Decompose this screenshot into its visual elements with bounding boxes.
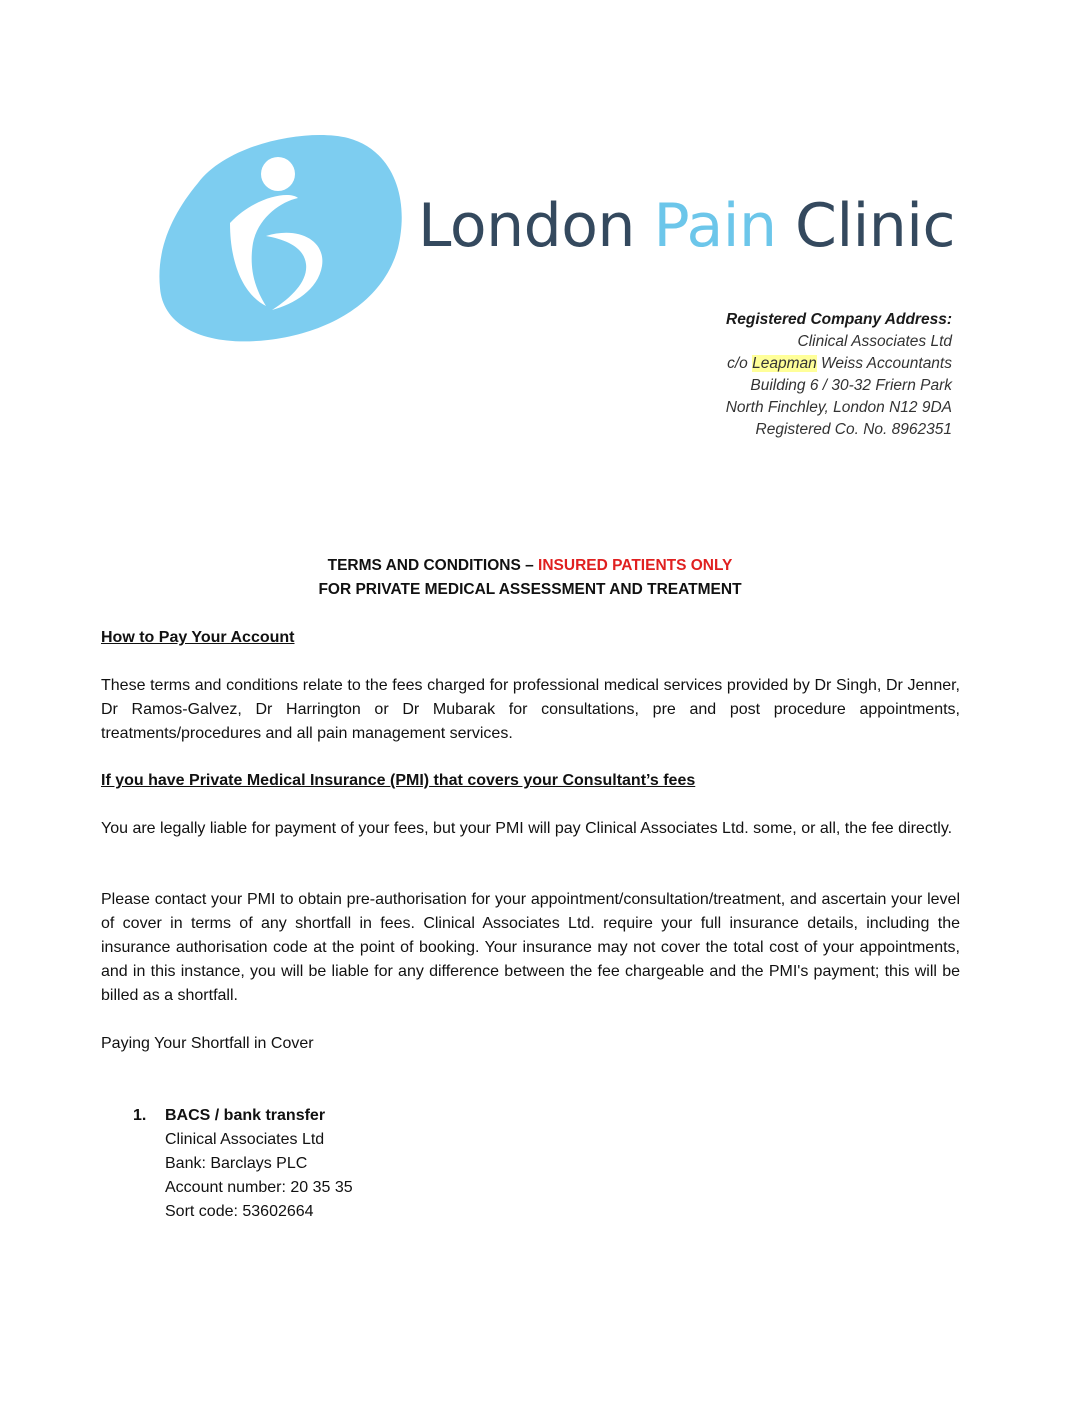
logo-word-london: London bbox=[418, 191, 635, 261]
address-line-building: Building 6 / 30-32 Friern Park bbox=[750, 377, 952, 394]
subheading-shortfall: Paying Your Shortfall in Cover bbox=[101, 1035, 314, 1052]
title-prefix: TERMS AND CONDITIONS – bbox=[327, 557, 539, 574]
title-line-2: FOR PRIVATE MEDICAL ASSESSMENT AND TREATMENT bbox=[318, 581, 742, 598]
paragraph-terms-intro: These terms and conditions relate to the fees charged for professional medical services provided by Dr Singh, Dr Jenner, Dr Ramos-Galvez, Dr Harrington or Dr Mubarak for consultations, pre and post procedure appointments, treatments/procedures and all pain management services. bbox=[101, 677, 960, 742]
payment-method-title: BACS / bank transfer bbox=[165, 1107, 326, 1124]
account-number: Account number: 20 35 35 bbox=[165, 1179, 353, 1196]
sort-code: Sort code: 53602664 bbox=[165, 1203, 314, 1220]
bank-account-name: Clinical Associates Ltd bbox=[165, 1131, 325, 1148]
address-line-care-of bbox=[726, 353, 952, 375]
address-line-city: North Finchley, London N12 9DA bbox=[725, 399, 952, 416]
address-line-company: Clinical Associates Ltd bbox=[797, 333, 952, 350]
list-item bbox=[165, 1104, 353, 1224]
title-line-1 bbox=[100, 554, 960, 578]
bank-name: Bank: Barclays PLC bbox=[165, 1155, 308, 1172]
heading-how-to-pay: How to Pay Your Account bbox=[101, 629, 295, 646]
list-item-number: 1. bbox=[133, 1107, 147, 1124]
logo-mark-icon bbox=[158, 128, 408, 348]
address-line-company-number: Registered Co. No. 8962351 bbox=[755, 421, 952, 438]
document-title bbox=[100, 554, 960, 602]
heading-pmi: If you have Private Medical Insurance (PMI) that covers your Consultant’s fees bbox=[101, 772, 696, 789]
address-heading: Registered Company Address: bbox=[726, 311, 952, 328]
address-care-of-suffix: Weiss Accountants bbox=[816, 355, 952, 372]
paragraph-pmi-liability: You are legally liable for payment of your fees, but your PMI will pay Clinical Associates Ltd. some, or all, the fee directly. bbox=[101, 820, 953, 837]
logo-wordmark bbox=[418, 191, 955, 261]
logo-word-clinic: Clinic bbox=[795, 191, 955, 261]
title-insured-only: INSURED PATIENTS ONLY bbox=[538, 557, 733, 574]
paragraph-pmi-preauthorisation: Please contact your PMI to obtain pre-authorisation for your appointment/consultation/treatment, and ascertain your level of cover in terms of any shortfall in fees. Clinical Associates Ltd. require your full insurance details, including the insurance authorisation code at the point of booking. Your insurance may not cover the total cost of your appointments, and in this instance, you will be liable for any difference between the fee chargeable and the PMI's payment; this will be billed as a shortfall. bbox=[101, 891, 960, 1004]
highlighted-word: Leapman bbox=[752, 355, 817, 372]
logo-word-pain: Pain bbox=[653, 191, 777, 261]
registered-address bbox=[726, 309, 952, 441]
address-care-of-prefix: c/o bbox=[727, 355, 753, 372]
